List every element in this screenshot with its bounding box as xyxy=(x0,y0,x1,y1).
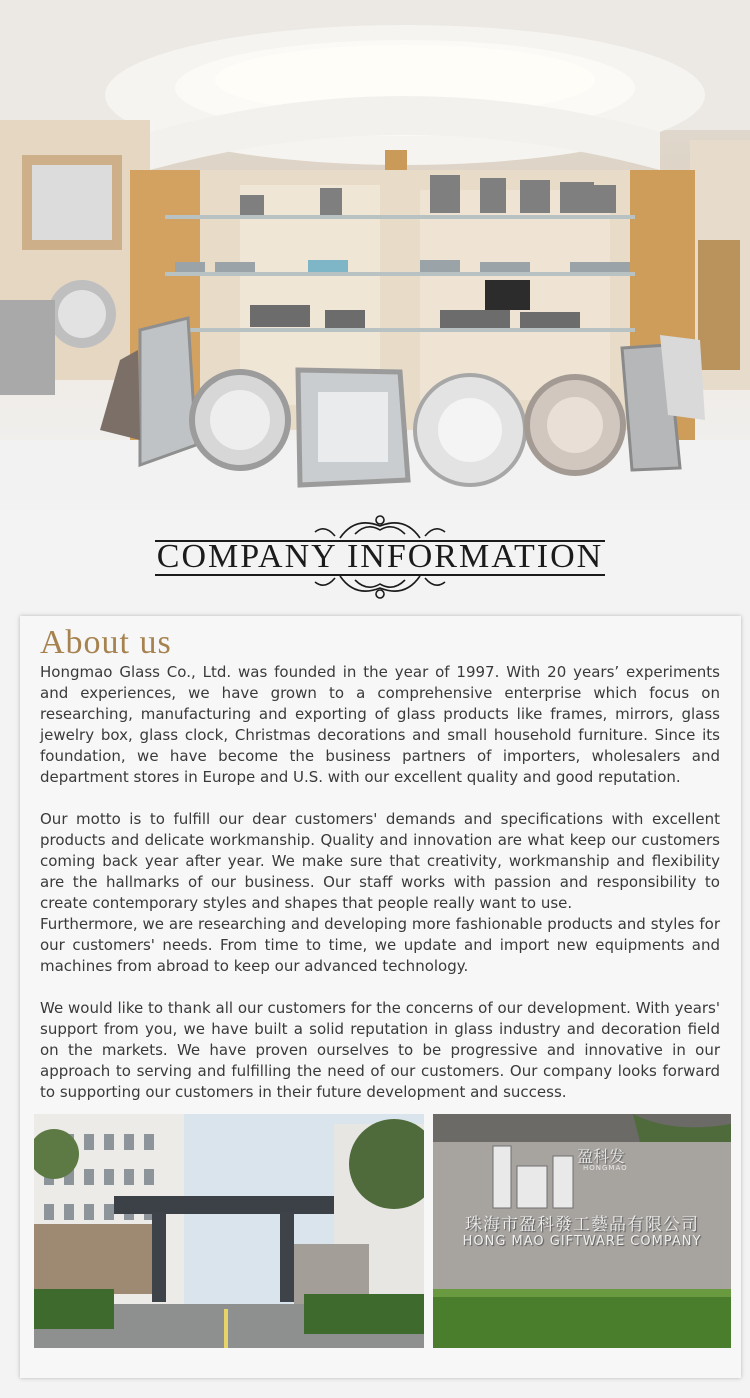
about-paragraph-4: We would like to thank all our customers for the concerns of our development. With years' support from you, we have built a solid reputation in glass industry and decoration field on the markets. We have proven ourselves to be progressive and innovative in our approach to serving and fulfilling the need of our customers. Our company looks forward to supporting our customers in their future development and success. xyxy=(40,999,720,1101)
about-paragraph-1: Hongmao Glass Co., Ltd. was founded in the year of 1997. With 20 years’ experiments and experiences, we have grown to a comprehensive enterprise which focus on researching, manufacturing and exporting of glass products like frames, mirrors, glass jewelry box, glass clock, Christmas decorations and small household furniture. Since its foundation, we have become the business partners of importers, wholesalers and department stores in Europe and U.S. with our excellent quality and good reputation. xyxy=(40,663,720,786)
sign-company-en: HONG MAO GIFTWARE COMPANY xyxy=(462,1234,702,1249)
company-information-heading xyxy=(155,512,605,602)
about-body xyxy=(40,662,720,1103)
sign-company-cn: 珠海市盈科發工藝品有限公司 xyxy=(465,1215,699,1235)
factory-gate-illustration xyxy=(34,1114,424,1348)
about-title: About us xyxy=(40,624,172,661)
company-sign-photo xyxy=(433,1114,731,1348)
sign-brand-en: HONGMAO xyxy=(583,1164,628,1172)
about-card xyxy=(20,616,741,1378)
section-title: COMPANY INFORMATION xyxy=(156,538,604,575)
sign-brand-cn: 盈科发 xyxy=(577,1147,626,1166)
about-paragraph-3: Furthermore, we are researching and developing more fashionable products and styles for our customers' needs. From time to time, we update and import new equipments and machines from abroad to keep our advanced technology. xyxy=(40,915,720,975)
factory-gate-photo xyxy=(34,1114,424,1348)
showroom-photo xyxy=(0,0,750,510)
showroom-illustration xyxy=(0,0,750,510)
about-paragraph-2: Our motto is to fulfill our dear customers' demands and specifications with excellent products and delicate workmanship. Quality and innovation are what keep our customers coming back year after year. We make sure that creativity, workmanship and flexibility are the hallmarks of our business. Our staff works with passion and responsibility to create contemporary styles and shapes that people really want to use. xyxy=(40,810,720,912)
flourish-bottom-ornament xyxy=(155,572,605,602)
